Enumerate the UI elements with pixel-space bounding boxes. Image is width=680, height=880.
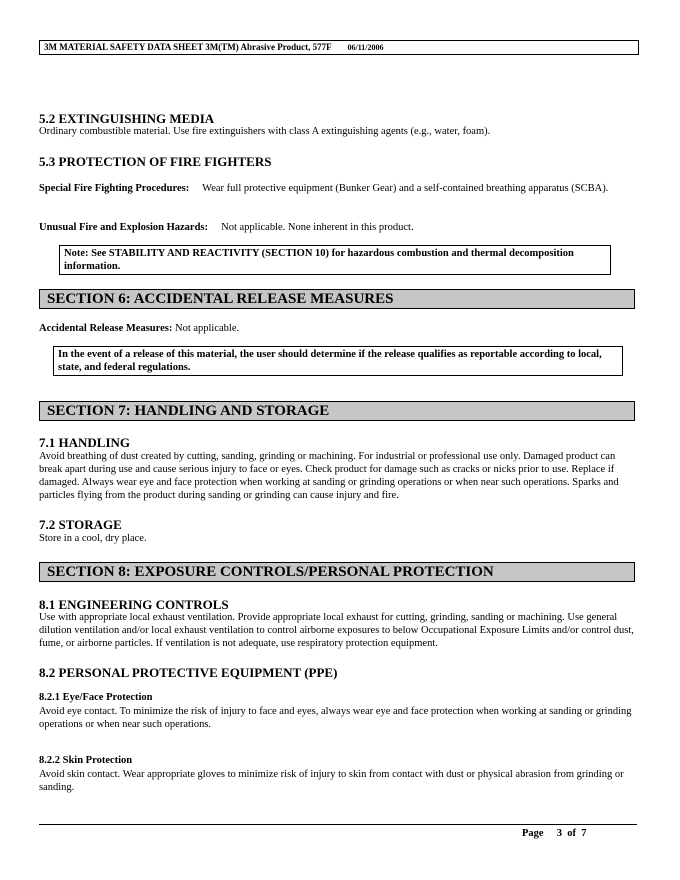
unusual-hazards-label: Unusual Fire and Explosion Hazards: [39,222,209,233]
special-procedures-label: Special Fire Fighting Procedures: [39,183,190,194]
fire-note-box: Note: See STABILITY AND REACTIVITY (SECTION 10) for hazardous combustion and thermal decomposition information. [59,245,611,275]
unusual-hazards-text: Not applicable. None inherent in this product. [221,222,414,233]
page-label: Page [522,828,544,839]
section-8-title: SECTION 8: EXPOSURE CONTROLS/PERSONAL PROTECTION [39,562,635,582]
accidental-release-label: Accidental Release Measures: [39,323,173,334]
section-6-title: SECTION 6: ACCIDENTAL RELEASE MEASURES [39,289,635,309]
heading-8-1: 8.1 ENGINEERING CONTROLS [39,597,229,612]
accidental-release-text: Not applicable. [174,323,240,334]
header-title: 3M MATERIAL SAFETY DATA SHEET 3M(TM) Abrasive Product, 577F [44,42,332,52]
release-note-box: In the event of a release of this material, the user should determine if the release qualifies as reportable according to local, state, and federal regulations. [53,346,623,376]
page-of: of [567,828,576,839]
special-procedures-text: Wear full protective equipment (Bunker Gear) and a self-contained breathing apparatus (SCBA). [202,183,609,194]
text-7-2: Store in a cool, dry place. [39,533,147,544]
heading-5-2: 5.2 EXTINGUISHING MEDIA [39,111,215,126]
heading-7-2: 7.2 STORAGE [39,517,122,532]
heading-8-2-1: 8.2.1 Eye/Face Protection [39,692,153,703]
heading-8-2: 8.2 PERSONAL PROTECTIVE EQUIPMENT (PPE) [39,665,338,680]
text-8-2-1: Avoid eye contact. To minimize the risk of injury to face and eyes, always wear eye and face protection when working at sanding or grinding operations or when near such operations. [39,706,632,730]
header-date: 06/11/2006 [347,43,384,52]
page-current: 3 [556,828,562,839]
heading-8-2-2: 8.2.2 Skin Protection [39,755,133,766]
page-total: 7 [581,828,587,839]
heading-5-3: 5.3 PROTECTION OF FIRE FIGHTERS [39,154,272,169]
heading-7-1: 7.1 HANDLING [39,435,131,450]
special-procedures [39,182,639,195]
text-8-2-2: Avoid skin contact. Wear appropriate gloves to minimize risk of injury to skin from contact with dust or physical abrasion from grinding or sanding. [39,769,624,793]
text-5-2: Ordinary combustible material. Use fire extinguishers with class A extinguishing agents (e.g., water, foam). [39,126,491,137]
page-number [522,828,586,839]
unusual-hazards [39,221,639,234]
text-8-1: Use with appropriate local exhaust ventilation. Provide appropriate local exhaust for cutting, grinding, sanding or machining. Use general dilution ventilation and/or local exhaust ventilation to control airborne exposures to below Occupational Exposure Limits and/or control dust, fume, or airborne particles. If ventilation is not adequate, use respiratory protection equipment. [39,612,634,649]
document-header [39,40,639,55]
accidental-release [39,322,639,335]
section-7-title: SECTION 7: HANDLING AND STORAGE [39,401,635,421]
footer-rule [39,824,637,825]
text-7-1: Avoid breathing of dust created by cutting, sanding, grinding or machining. For industrial or professional use only. Damaged product can break apart during use and cause serious injury to face or eyes. Check product for damage such as cracks or nicks prior to use. Replace if damaged. Always wear eye and face protection when working at sanding or grinding operations or when near such operations. Sparks and particles flying from the product during sanding or grinding can cause injury and fire. [39,451,619,501]
